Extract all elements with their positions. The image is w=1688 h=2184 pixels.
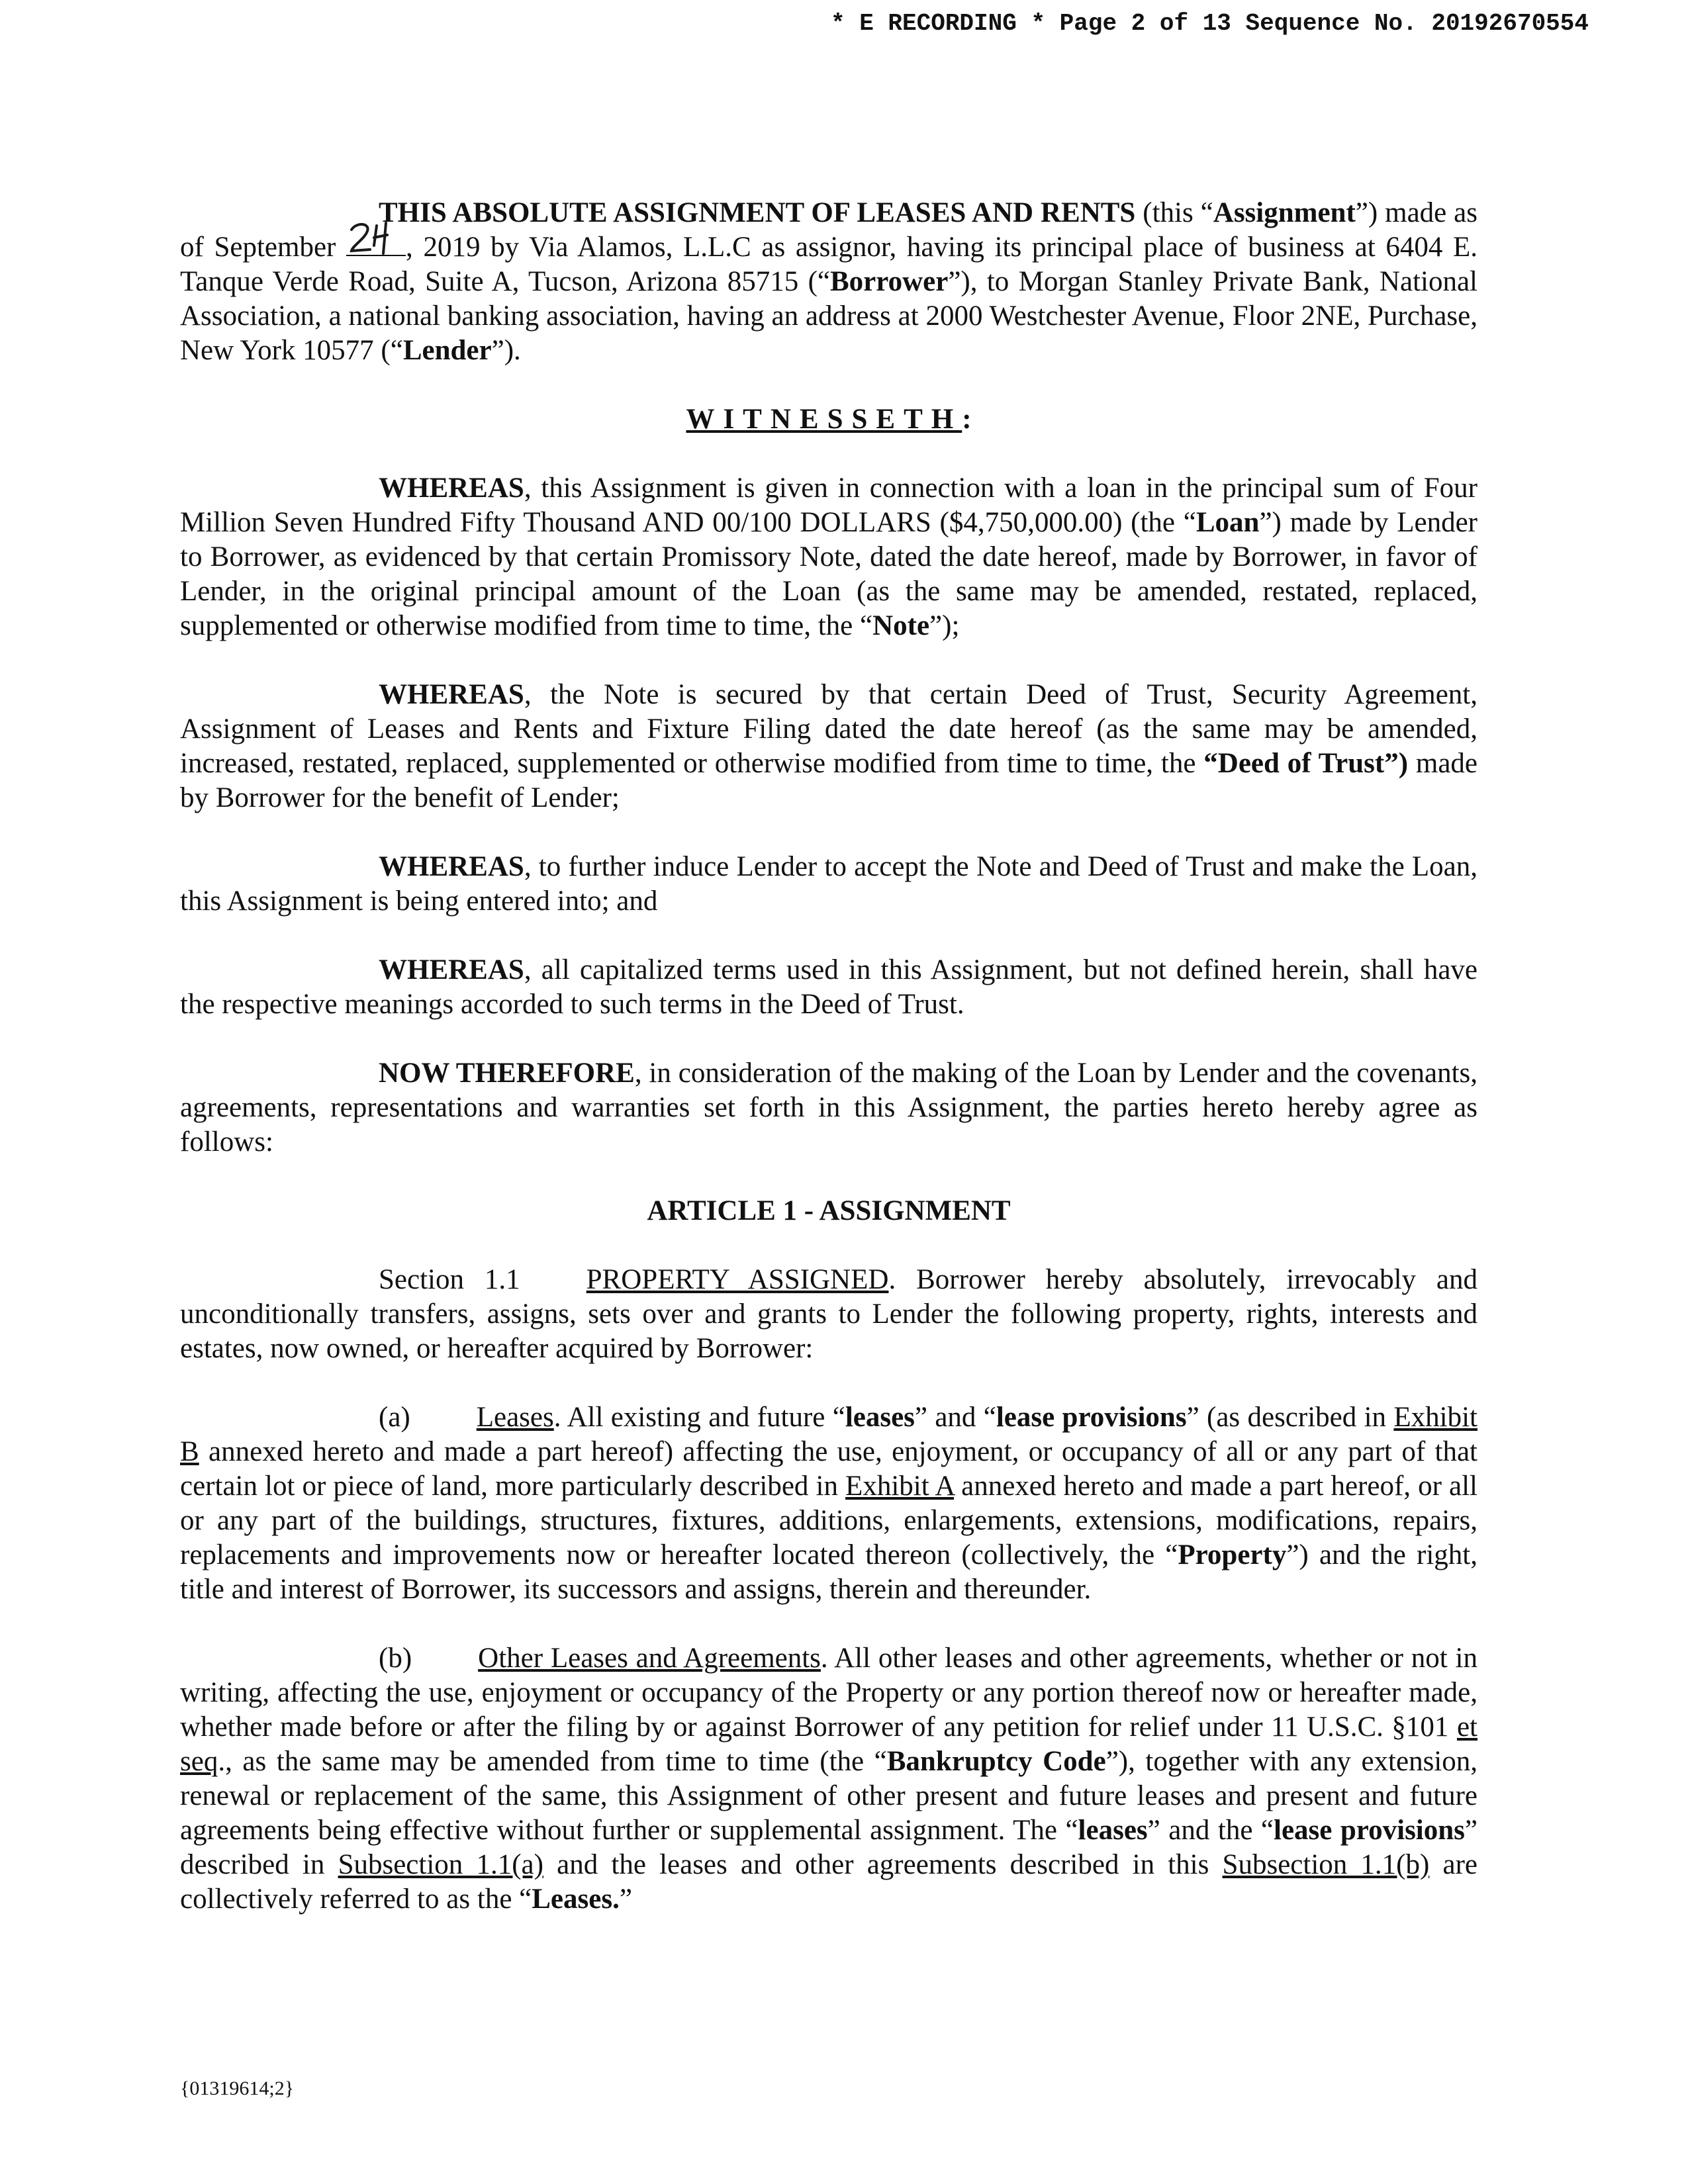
witnesseth-heading: WITNESSETH: [686,404,972,435]
section-heading: PROPERTY ASSIGNED [586,1264,889,1295]
recital-3: WHEREAS, to further induce Lender to accept the Note and Deed of Trust and make the Loan, this Assignment is being entered into; and [180,851,1477,917]
handwritten-date [346,255,406,256]
recital-1: WHEREAS, this Assignment is given in connection with a loan in the principal sum of Four Million Seven Hundred Fifty Thousand AND 00/100 DOLLARS ($4,750,000.00) (the “Loan”) made by Lender to Borrower, as evidenced by that certain Promissory Note, dated the date hereof, made by Borrower, in favor of Lender, in the original principal amount of the Loan (as the same may be amended, restated, replaced, supplemented or otherwise modified from time to time, the “Note”); [180,473,1477,641]
exhibit-b-ref: Exhibit B [180,1402,1477,1467]
subsection-b-ref: Subsection 1.1(b) [1222,1849,1430,1880]
subsection-a-ref: Subsection 1.1(a) [338,1849,543,1880]
document-page [180,196,1477,1917]
recital-2: WHEREAS, the Note is secured by that certain Deed of Trust, Security Agreement, Assignment of Leases and Rents and Fixture Filing dated the date hereof (as the same may be amended, increased, restated, replaced, supplemented or otherwise modified from time to time, the “Deed of Trust”) made by Borrower for the benefit of Lender; [180,679,1478,813]
article-heading: ARTICLE 1 - ASSIGNMENT [647,1195,1011,1226]
now-therefore-paragraph: NOW THEREFORE, in consideration of the making of the Loan by Lender and the covenants, agreements, representations and warranties set forth in this Assignment, the parties hereto hereby agree as follows: [180,1058,1477,1158]
exhibit-a-ref: Exhibit A [845,1471,955,1502]
section-1-1: Section 1.1 PROPERTY ASSIGNED. Borrower hereby absolutely, irrevocably and unconditionally transfers, assigns, sets over and grants to Lender the following property, rights, interests and estates, now owned, or hereafter acquired by Borrower: [180,1264,1477,1364]
subsection-a: (a) Leases. All existing and future “leases” and “lease provisions” (as described in Exhibit B annexed hereto and made a part hereof) affecting the use, enjoyment, or occupancy of all or any part of that certain lot or piece of land, more particularly described in Exhibit A annexed hereto and made a part hereof, or all or any part of the buildings, structures, fixtures, additions, enlargements, extensions, modifications, repairs, replacements and improvements now or hereafter located thereon (collectively, the “Property”) and the right, title and interest of Borrower, its successors and assigns, therein and thereunder. [180,1402,1477,1605]
document-title: THIS ABSOLUTE ASSIGNMENT OF LEASES AND RENTS [379,197,1136,228]
intro-paragraph: THIS ABSOLUTE ASSIGNMENT OF LEASES AND RENTS (this “Assignment”) made as of September , 2019 by Via Alamos, L.L.C as assignor, having its principal place of business at 6404 E. Tanque Verde Road, Suite A, Tucson, Arizona 85715 (“Borrower”), to Morgan Stanley Private Bank, National Association, a national banking association, having an address at 2000 Westchester Avenue, Floor 2NE, Purchase, New York 10577 (“Lender”). [180,197,1478,366]
recording-header: * E RECORDING * Page 2 of 13 Sequence No. 20192670554 [831,10,1589,37]
recital-4: WHEREAS, all capitalized terms used in this Assignment, but not defined herein, shall have the respective meanings accorded to such terms in the Deed of Trust. [180,954,1477,1020]
signature-mark [348,219,404,257]
section-number: Section 1.1 [379,1264,520,1295]
subsection-b: (b) Other Leases and Agreements. All other leases and other agreements, whether or not in writing, affecting the use, enjoyment or occupancy of the Property or any portion thereof now or hereafter made, whether made before or after the filing by or against Borrower of any petition for relief under 11 U.S.C. §101 et seq., as the same may be amended from time to time (the “Bankruptcy Code”), together with any extension, renewal or replacement of the same, this Assignment of other present and future leases and present and future agreements being effective without further or supplemental assignment. The “leases” and the “lease provisions” described in Subsection 1.1(a) and the leases and other agreements described in this Subsection 1.1(b) are collectively referred to as the “Leases.” [180,1643,1477,1915]
document-id-footer: {01319614;2} [180,2077,295,2099]
